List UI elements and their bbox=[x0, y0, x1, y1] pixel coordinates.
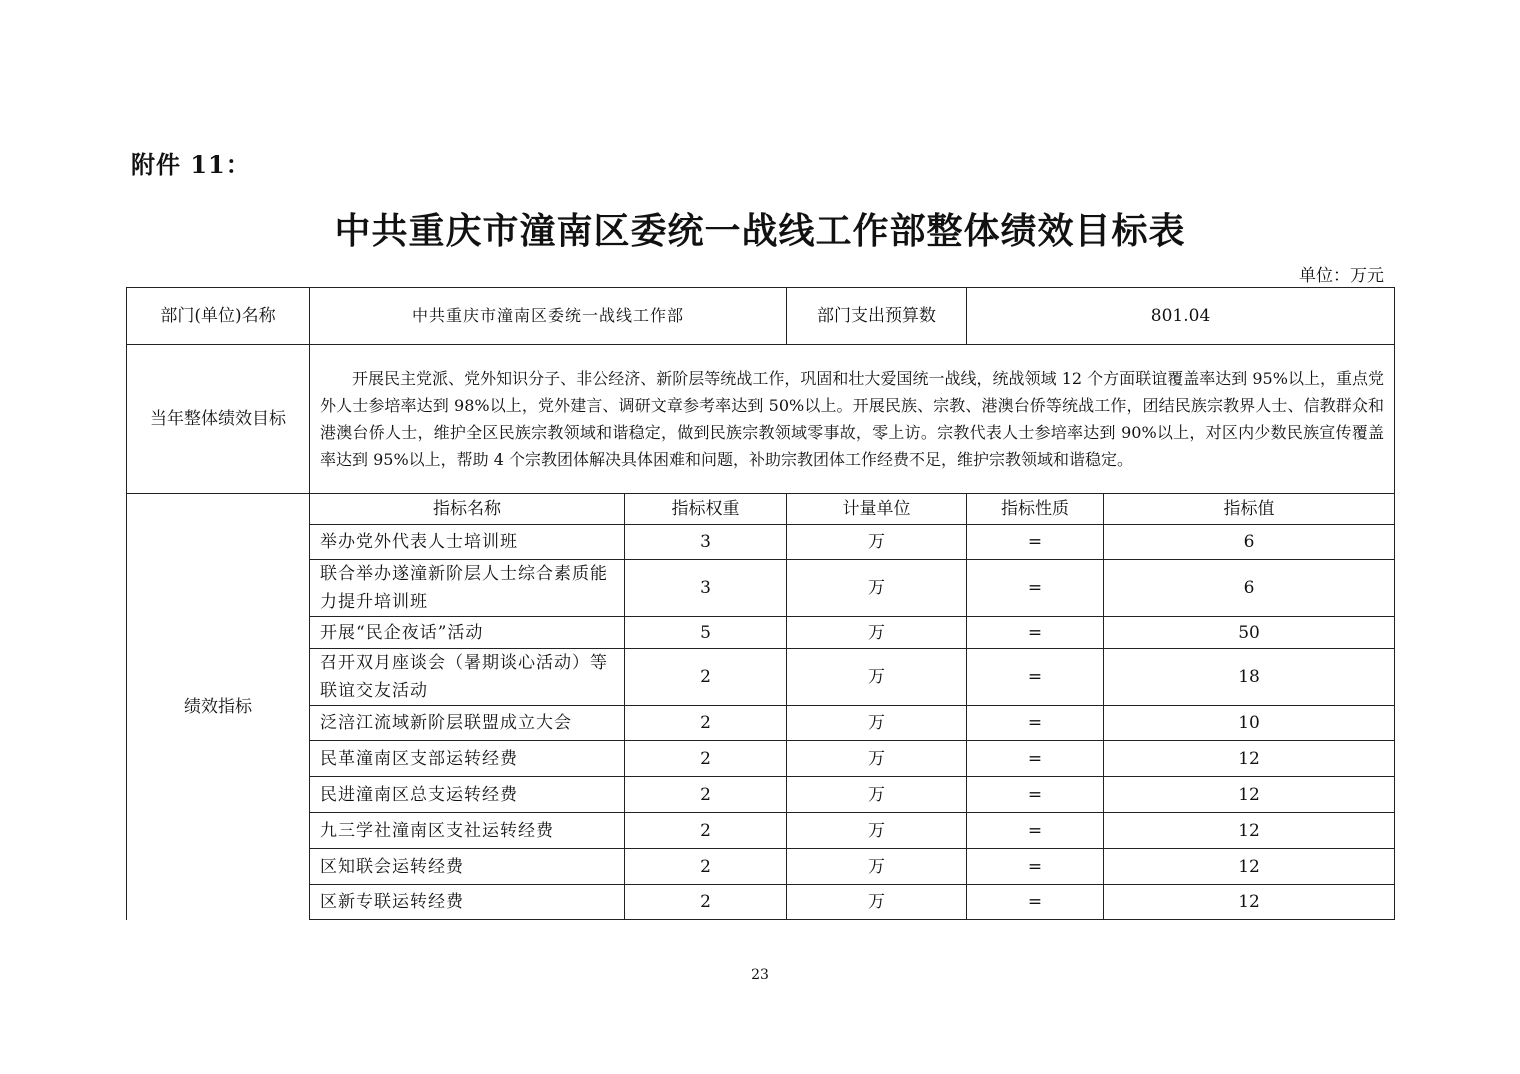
indicator-value: 12 bbox=[1104, 741, 1395, 777]
indicator-nature: = bbox=[967, 617, 1104, 649]
indicators-label: 绩效指标 bbox=[127, 494, 310, 920]
performance-goal-table bbox=[126, 287, 1395, 920]
indicator-nature: = bbox=[967, 777, 1104, 813]
indicator-weight: 3 bbox=[625, 560, 787, 617]
indicator-value: 50 bbox=[1104, 617, 1395, 649]
indicator-unit: 万 bbox=[787, 813, 967, 849]
indicator-name: 区知联会运转经费 bbox=[310, 849, 625, 885]
table-row bbox=[127, 560, 1395, 617]
indicator-weight: 5 bbox=[625, 617, 787, 649]
indicator-value: 12 bbox=[1104, 885, 1395, 920]
column-header: 计量单位 bbox=[787, 494, 967, 525]
indicator-name: 泛涪江流域新阶层联盟成立大会 bbox=[310, 706, 625, 741]
indicator-nature: = bbox=[967, 741, 1104, 777]
dept-value: 中共重庆市潼南区委统一战线工作部 bbox=[310, 288, 787, 345]
indicator-value: 18 bbox=[1104, 649, 1395, 706]
indicator-nature: = bbox=[967, 525, 1104, 560]
table-row bbox=[127, 813, 1395, 849]
budget-value: 801.04 bbox=[967, 288, 1395, 345]
dept-label: 部门(单位)名称 bbox=[127, 288, 310, 345]
column-header: 指标权重 bbox=[625, 494, 787, 525]
table-row bbox=[127, 741, 1395, 777]
column-header: 指标值 bbox=[1104, 494, 1395, 525]
indicator-value: 6 bbox=[1104, 525, 1395, 560]
indicator-name: 民进潼南区总支运转经费 bbox=[310, 777, 625, 813]
indicator-value: 6 bbox=[1104, 560, 1395, 617]
indicator-weight: 2 bbox=[625, 777, 787, 813]
indicator-unit: 万 bbox=[787, 706, 967, 741]
budget-label: 部门支出预算数 bbox=[787, 288, 967, 345]
indicator-unit: 万 bbox=[787, 525, 967, 560]
indicator-nature: = bbox=[967, 885, 1104, 920]
unit-label: 单位：万元 bbox=[1299, 266, 1384, 286]
indicator-value: 12 bbox=[1104, 849, 1395, 885]
table-row bbox=[127, 777, 1395, 813]
indicator-nature: = bbox=[967, 849, 1104, 885]
indicator-name: 召开双月座谈会（暑期谈心活动）等联谊交友活动 bbox=[310, 649, 625, 706]
indicator-weight: 2 bbox=[625, 849, 787, 885]
indicator-name: 联合举办遂潼新阶层人士综合素质能力提升培训班 bbox=[310, 560, 625, 617]
indicator-nature: = bbox=[967, 706, 1104, 741]
table-row bbox=[127, 649, 1395, 706]
indicator-nature: = bbox=[967, 560, 1104, 617]
column-header: 指标性质 bbox=[967, 494, 1104, 525]
indicator-weight: 2 bbox=[625, 649, 787, 706]
attachment-label: 附件 11： bbox=[131, 150, 251, 179]
indicator-name: 九三学社潼南区支社运转经费 bbox=[310, 813, 625, 849]
table-row bbox=[127, 706, 1395, 741]
indicator-unit: 万 bbox=[787, 617, 967, 649]
indicator-unit: 万 bbox=[787, 741, 967, 777]
indicator-nature: = bbox=[967, 813, 1104, 849]
indicator-value: 10 bbox=[1104, 706, 1395, 741]
goal-row bbox=[127, 345, 1395, 494]
indicator-weight: 2 bbox=[625, 706, 787, 741]
indicator-weight: 2 bbox=[625, 885, 787, 920]
indicator-value: 12 bbox=[1104, 777, 1395, 813]
table-row bbox=[127, 617, 1395, 649]
column-header: 指标名称 bbox=[310, 494, 625, 525]
indicator-weight: 2 bbox=[625, 741, 787, 777]
table-row bbox=[127, 885, 1395, 920]
indicator-header-row bbox=[127, 494, 1395, 525]
indicator-unit: 万 bbox=[787, 777, 967, 813]
dept-row bbox=[127, 288, 1395, 345]
indicator-name: 开展“民企夜话”活动 bbox=[310, 617, 625, 649]
indicator-name: 民革潼南区支部运转经费 bbox=[310, 741, 625, 777]
indicator-unit: 万 bbox=[787, 560, 967, 617]
indicator-weight: 2 bbox=[625, 813, 787, 849]
page-number: 23 bbox=[751, 967, 769, 983]
indicator-unit: 万 bbox=[787, 849, 967, 885]
indicator-unit: 万 bbox=[787, 649, 967, 706]
table-row bbox=[127, 525, 1395, 560]
indicator-name: 区新专联运转经费 bbox=[310, 885, 625, 920]
indicator-value: 12 bbox=[1104, 813, 1395, 849]
page-title: 中共重庆市潼南区委统一战线工作部整体绩效目标表 bbox=[334, 210, 1186, 252]
indicator-name: 举办党外代表人士培训班 bbox=[310, 525, 625, 560]
indicator-unit: 万 bbox=[787, 885, 967, 920]
goal-label: 当年整体绩效目标 bbox=[127, 345, 310, 494]
goal-text: 开展民主党派、党外知识分子、非公经济、新阶层等统战工作，巩固和壮大爱国统一战线，统战领域 12 个方面联谊覆盖率达到 95%以上，重点党外人士参培率达到 98%以上，党外建言、调研文章参考率达到 50%以上。开展民族、宗教、港澳台侨等统战工作，团结民族宗教界人士、信教群众和港澳台侨人士，维护全区民族宗教领域和谐稳定，做到民族宗教领域零事故，零上访。宗教代表人士参培率达到 90%以上，对区内少数民族宣传覆盖率达到 95%以上，帮助 4 个宗教团体解决具体困难和问题，补助宗教团体工作经费不足，维护宗教领域和谐稳定。 bbox=[310, 345, 1395, 494]
table-row bbox=[127, 849, 1395, 885]
indicator-nature: = bbox=[967, 649, 1104, 706]
indicator-weight: 3 bbox=[625, 525, 787, 560]
